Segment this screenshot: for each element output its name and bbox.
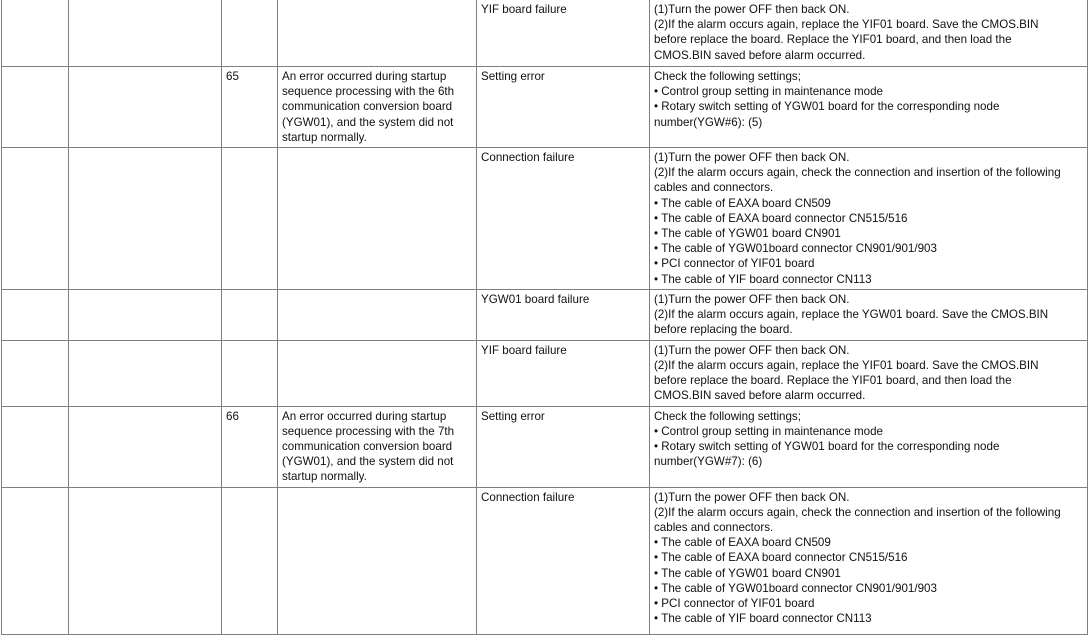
cause-text: Connection failure: [481, 490, 575, 504]
remedy-line: (2)If the alarm occurs again, replace the YIF01 board. Save the CMOS.BIN: [654, 358, 1039, 372]
cause-cell: [477, 0, 650, 67]
alarm-code-cell: [222, 148, 278, 290]
remedy-cell: [650, 148, 1088, 290]
empty-cell: [69, 340, 222, 406]
table-row: [2, 148, 1088, 290]
remedy-line: (2)If the alarm occurs again, replace the YIF01 board. Save the CMOS.BIN: [654, 18, 1039, 32]
alarm-description-cell: [278, 148, 477, 290]
remedy-cell: [650, 487, 1088, 634]
table-row: [2, 487, 1088, 634]
remedy-line: (1)Turn the power OFF then back ON.: [654, 3, 850, 16]
remedy-line: (2)If the alarm occurs again, check the connection and insertion of the following: [654, 166, 1061, 180]
remedy-bullet-item: • The cable of YIF board connector CN113: [654, 272, 1083, 287]
remedy-cell: [650, 340, 1088, 406]
empty-cell: [2, 67, 69, 148]
cause-text: YIF board failure: [481, 343, 567, 357]
cause-cell: [477, 148, 650, 290]
remedy-line: CMOS.BIN saved before alarm occurred.: [654, 389, 866, 403]
remedy-line: CMOS.BIN saved before alarm occurred.: [654, 48, 866, 62]
remedy-bullet-item: • The cable of YIF board connector CN113: [654, 611, 1083, 626]
remedy-cell: [650, 290, 1088, 341]
cause-cell: [477, 406, 650, 487]
empty-cell: [69, 0, 222, 67]
remedy-line: cables and connectors.: [654, 521, 774, 535]
description-line: An error occurred during startup: [282, 409, 447, 423]
description-line: startup normally.: [282, 470, 367, 484]
remedy-line: before replace the board. Replace the YIF01 board, and then load the: [654, 374, 1012, 388]
remedy-line: (1)Turn the power OFF then back ON.: [654, 151, 850, 165]
description-line: startup normally.: [282, 130, 367, 144]
alarm-description-cell: [278, 340, 477, 406]
alarm-table-body: [2, 0, 1088, 634]
description-line: An error occurred during startup: [282, 70, 447, 83]
empty-cell: [2, 487, 69, 634]
description-line: sequence processing with the 7th: [282, 424, 455, 438]
alarm-code: 66: [226, 409, 239, 423]
cause-cell: [477, 290, 650, 341]
remedy-bullet-item: • Control group setting in maintenance mode: [654, 84, 1083, 99]
remedy-bullet-item: • The cable of EAXA board connector CN515/516: [654, 550, 1083, 565]
remedy-line: before replacing the board.: [654, 323, 793, 337]
alarm-code-cell: [222, 487, 278, 634]
alarm-description-cell: [278, 0, 477, 67]
alarm-code-cell: [222, 67, 278, 148]
cause-text: Connection failure: [481, 151, 575, 165]
table-row: [2, 340, 1088, 406]
table-row: [2, 406, 1088, 487]
remedy-line: (1)Turn the power OFF then back ON.: [654, 293, 850, 307]
empty-cell: [69, 487, 222, 634]
table-row: [2, 0, 1088, 67]
remedy-bullet-item: • Rotary switch setting of YGW01 board for the corresponding node: [654, 439, 1083, 454]
remedy-cell: [650, 0, 1088, 67]
alarm-table: [1, 0, 1088, 635]
remedy-cell: [650, 67, 1088, 148]
alarm-code-cell: [222, 0, 278, 67]
remedy-line: (1)Turn the power OFF then back ON.: [654, 490, 850, 504]
remedy-line: (2)If the alarm occurs again, check the connection and insertion of the following: [654, 505, 1061, 519]
remedy-bullet-item: • The cable of YGW01board connector CN901/901/903: [654, 241, 1083, 256]
empty-cell: [69, 406, 222, 487]
remedy-bullet-item: • The cable of EAXA board CN509: [654, 535, 1083, 550]
alarm-code-cell: [222, 290, 278, 341]
remedy-bullet-item: • The cable of YGW01 board CN901: [654, 566, 1083, 581]
alarm-code-cell: [222, 340, 278, 406]
remedy-line: number(YGW#7): (6): [654, 455, 763, 469]
cause-text: YIF board failure: [481, 3, 567, 16]
remedy-line: number(YGW#6): (5): [654, 115, 763, 129]
description-line: communication conversion board: [282, 100, 453, 114]
table-row: [2, 67, 1088, 148]
remedy-line: (2)If the alarm occurs again, replace the YGW01 board. Save the CMOS.BIN: [654, 308, 1049, 322]
empty-cell: [2, 340, 69, 406]
empty-cell: [2, 0, 69, 67]
remedy-bullet-item: • The cable of EAXA board CN509: [654, 196, 1083, 211]
empty-cell: [69, 67, 222, 148]
cause-text: Setting error: [481, 409, 545, 423]
empty-cell: [2, 406, 69, 487]
description-line: communication conversion board: [282, 440, 453, 454]
alarm-description-cell: [278, 406, 477, 487]
empty-cell: [2, 148, 69, 290]
alarm-description-cell: [278, 290, 477, 341]
alarm-code-cell: [222, 406, 278, 487]
remedy-bullet-item: • The cable of EAXA board connector CN515/516: [654, 211, 1083, 226]
description-line: (YGW01), and the system did not: [282, 455, 454, 469]
cause-text: Setting error: [481, 70, 545, 83]
cause-cell: [477, 487, 650, 634]
remedy-bullet-item: • Control group setting in maintenance mode: [654, 424, 1083, 439]
cause-cell: [477, 67, 650, 148]
empty-cell: [69, 290, 222, 341]
remedy-line: before replace the board. Replace the YIF01 board, and then load the: [654, 33, 1012, 47]
table-row: [2, 290, 1088, 341]
remedy-line: Check the following settings;: [654, 70, 801, 83]
remedy-line: cables and connectors.: [654, 181, 774, 195]
description-line: sequence processing with the 6th: [282, 85, 455, 99]
remedy-bullet-item: • Rotary switch setting of YGW01 board for the corresponding node: [654, 99, 1083, 114]
remedy-cell: [650, 406, 1088, 487]
description-line: (YGW01), and the system did not: [282, 115, 454, 129]
cause-cell: [477, 340, 650, 406]
empty-cell: [69, 148, 222, 290]
remedy-bullet-item: • PCI connector of YIF01 board: [654, 256, 1083, 271]
alarm-description-cell: [278, 487, 477, 634]
empty-cell: [2, 290, 69, 341]
remedy-line: (1)Turn the power OFF then back ON.: [654, 343, 850, 357]
remedy-bullet-item: • The cable of YGW01board connector CN901/901/903: [654, 581, 1083, 596]
alarm-description-cell: [278, 67, 477, 148]
alarm-code: 65: [226, 70, 239, 83]
remedy-line: Check the following settings;: [654, 409, 801, 423]
remedy-bullet-item: • The cable of YGW01 board CN901: [654, 226, 1083, 241]
cause-text: YGW01 board failure: [481, 293, 590, 307]
remedy-bullet-item: • PCI connector of YIF01 board: [654, 596, 1083, 611]
